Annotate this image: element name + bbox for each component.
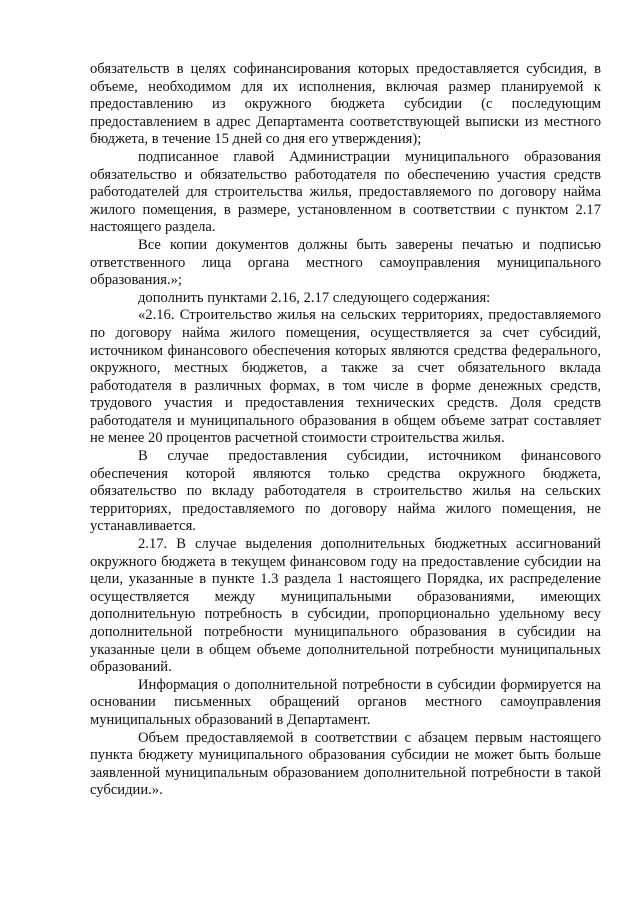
document-body [90, 61, 601, 800]
paragraph-7-clause-2-17: 2.17. В случае выделения дополнительных бюджетных ассигнований окружного бюджета в текущем финансовом году на предоставление субсидии на цели, указанные в пункте 1.3 раздела 1 настоящего Порядка, их распределение осуществляется между муниципальными образованиями, имеющих дополнительную потребность в субсидии, пропорционально удельному весу дополнительной потребности муниципального образования в субсидии на указанные цели в общем объеме дополнительной потребности муниципальных образований. [90, 536, 601, 676]
paragraph-5-clause-2-16: «2.16. Строительство жилья на сельских территориях, предоставляемого по договору найма жилого помещения, осуществляется за счет субсидий, источником финансового обеспечения которых являются средства федерального, окружного, местных бюджетов, а также за счет обязательного вклада работодателя в различных формах, в том числе в форме денежных средств, трудового участия и предоставления технических средств. Доля средств работодателя и муниципального образования в общем объеме затрат составляет не менее 20 процентов расчетной стоимости строительства жилья. [90, 307, 601, 447]
paragraph-1: обязательств в целях софинансирования которых предоставляется субсидия, в объеме, необходимом для их исполнения, включая размер планируемой к предоставлению из окружного бюджета субсидии (с последующим предоставлением в адрес Департамента соответствующей выписки из местного бюджета, в течение 15 дней со дня его утверждения); [90, 61, 601, 148]
paragraph-4: дополнить пунктами 2.16, 2.17 следующего содержания: [138, 289, 491, 306]
paragraph-9: Объем предоставляемой в соответствии с абзацем первым настоящего пункта бюджету муниципального образования субсидии не может быть больше заявленной муниципальным образованием дополнительной потребности в такой субсидии.». [90, 729, 601, 799]
paragraph-6: В случае предоставления субсидии, источником финансового обеспечения которой являются только средства окружного бюджета, обязательство по вкладу работодателя в строительство жилья на сельских территориях, предоставляемого по договору найма жилого помещения, не устанавливается. [90, 448, 601, 535]
paragraph-8: Информация о дополнительной потребности в субсидии формируется на основании письменных обращений органов местного самоуправления муниципальных образований в Департамент. [90, 676, 601, 728]
paragraph-2: подписанное главой Администрации муниципального образования обязательство и обязательство работодателя по обеспечению участия средств работодателей для строительства жилья, предоставляемого по договору найма жилого помещения, в размере, установленном в соответствии с пунктом 2.17 настоящего раздела. [90, 148, 601, 236]
paragraph-3: Все копии документов должны быть заверены печатью и подписью ответственного лица органа местного самоуправления муниципального образования.»; [90, 236, 601, 289]
